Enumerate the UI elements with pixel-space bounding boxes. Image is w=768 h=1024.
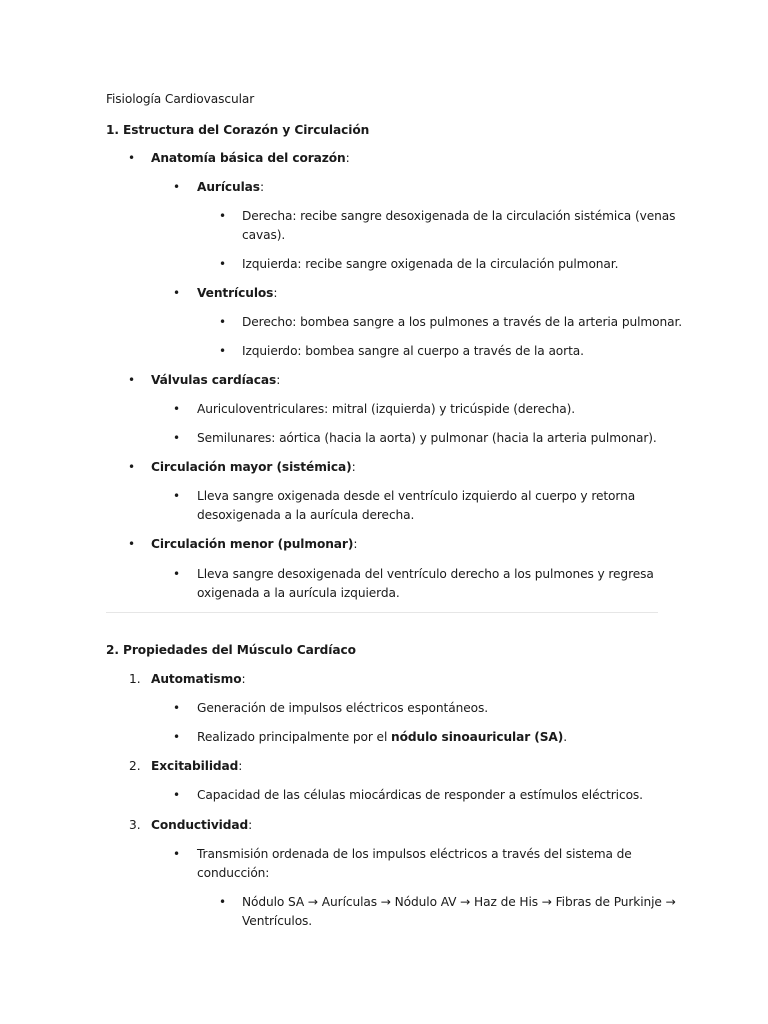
bullet-marker: •	[173, 431, 181, 445]
bullet-marker: •	[219, 209, 227, 223]
list-item-auriculas: Aurículas:	[197, 180, 264, 194]
list-item-auricula-derecha: Derecha: recibe sangre desoxigenada de la circulación sistémica (venas	[242, 209, 676, 223]
list-number: 2.	[129, 759, 141, 773]
bullet-marker: •	[219, 315, 227, 329]
list-number: 1.	[129, 672, 141, 686]
list-item-automatismo: Automatismo:	[151, 672, 246, 686]
document-title: Fisiología Cardiovascular	[106, 92, 255, 106]
bullet-marker: •	[128, 537, 136, 551]
bullet-marker: •	[219, 257, 227, 271]
list-item-conduction-path-cont: Ventrículos.	[242, 914, 313, 928]
bullet-marker: •	[173, 788, 181, 802]
list-item-automatismo-1: Generación de impulsos eléctricos espontáneos.	[197, 701, 488, 715]
bullet-marker: •	[219, 895, 227, 909]
section-1-heading: 1. Estructura del Corazón y Circulación	[106, 123, 370, 137]
section-2-heading: 2. Propiedades del Músculo Cardíaco	[106, 643, 356, 657]
list-item-circulacion-mayor: Circulación mayor (sistémica):	[151, 460, 356, 474]
list-item-auricula-derecha-cont: cavas).	[242, 228, 286, 242]
list-item-conductividad: Conductividad:	[151, 818, 253, 832]
bullet-marker: •	[173, 489, 181, 503]
list-item-valvulas-semilunares: Semilunares: aórtica (hacia la aorta) y pulmonar (hacia la arteria pulmonar).	[197, 431, 657, 445]
bullet-marker: •	[173, 701, 181, 715]
list-item-menor-text: Lleva sangre desoxigenada del ventrículo derecho a los pulmones y regresa	[197, 567, 654, 581]
list-item-valvulas-av: Auriculoventriculares: mitral (izquierda) y tricúspide (derecha).	[197, 402, 575, 416]
list-item-circulacion-menor: Circulación menor (pulmonar):	[151, 537, 358, 551]
horizontal-divider	[106, 612, 658, 613]
list-item-mayor-text: Lleva sangre oxigenada desde el ventrículo izquierdo al cuerpo y retorna	[197, 489, 636, 503]
list-item-menor-text-cont: oxigenada a la aurícula izquierda.	[197, 586, 400, 600]
list-item-anatomia: Anatomía básica del corazón:	[151, 151, 350, 165]
list-item-ventriculo-derecho: Derecho: bombea sangre a los pulmones a través de la arteria pulmonar.	[242, 315, 683, 329]
list-item-auricula-izquierda: Izquierda: recibe sangre oxigenada de la circulación pulmonar.	[242, 257, 619, 271]
bullet-marker: •	[173, 180, 181, 194]
list-item-automatismo-2: Realizado principalmente por el nódulo sinoauricular (SA).	[197, 730, 568, 744]
bullet-marker: •	[128, 373, 136, 387]
list-item-ventriculos: Ventrículos:	[197, 286, 278, 300]
list-item-ventriculo-izquierdo: Izquierdo: bombea sangre al cuerpo a través de la aorta.	[242, 344, 584, 358]
list-item-conductividad-1: Transmisión ordenada de los impulsos eléctricos a través del sistema de	[197, 847, 632, 861]
bullet-marker: •	[173, 286, 181, 300]
bullet-marker: •	[173, 567, 181, 581]
bullet-marker: •	[173, 730, 181, 744]
bullet-marker: •	[219, 344, 227, 358]
bullet-marker: •	[173, 402, 181, 416]
list-item-mayor-text-cont: desoxigenada a la aurícula derecha.	[197, 508, 415, 522]
list-item-valvulas: Válvulas cardíacas:	[151, 373, 281, 387]
list-item-excitabilidad-1: Capacidad de las células miocárdicas de responder a estímulos eléctricos.	[197, 788, 643, 802]
list-item-conductividad-1-cont: conducción:	[197, 866, 270, 880]
list-item-excitabilidad: Excitabilidad:	[151, 759, 243, 773]
bullet-marker: •	[173, 847, 181, 861]
bullet-marker: •	[128, 460, 136, 474]
list-item-conduction-path: Nódulo SA → Aurículas → Nódulo AV → Haz de His → Fibras de Purkinje →	[242, 895, 676, 909]
bullet-marker: •	[128, 151, 136, 165]
list-number: 3.	[129, 818, 141, 832]
